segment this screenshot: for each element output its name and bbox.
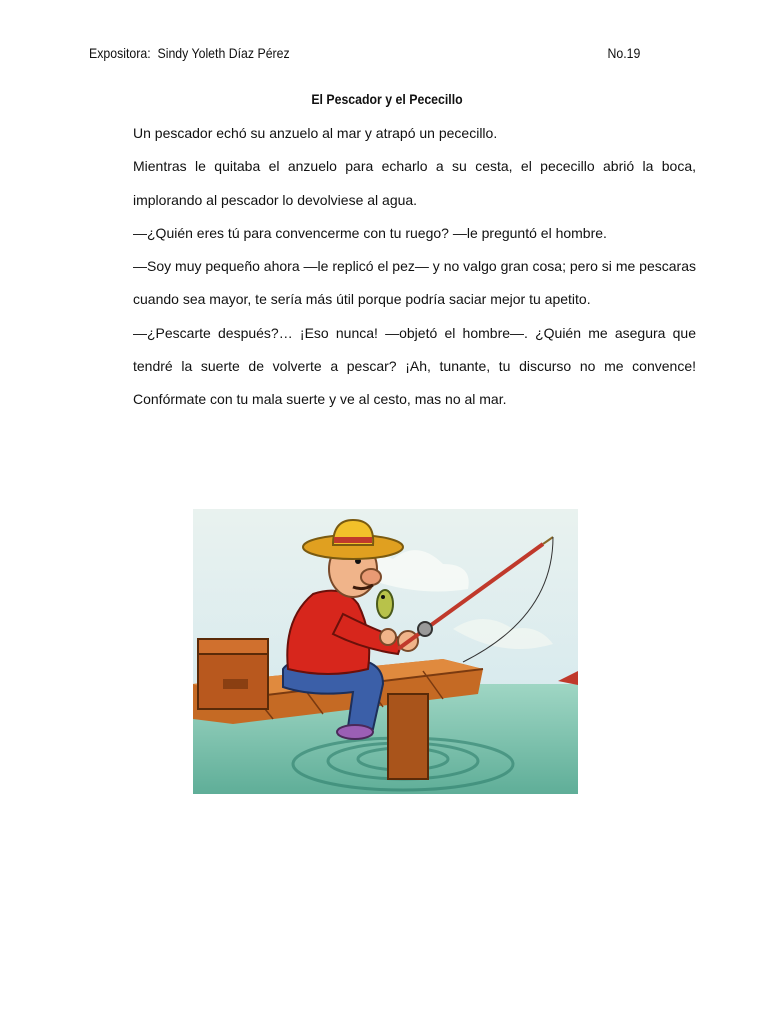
fisherman-illustration [193,509,578,794]
paragraph-3: —¿Quién eres tú para convencerme con tu ruego? —le preguntó el hombre. [133,224,607,241]
paragraph-1: Un pescador echó su anzuelo al mar y atrapó un pececillo. [133,125,498,141]
presenter-line [89,45,290,61]
fisherman-drawing [193,509,578,794]
page-number: No.19 [607,45,640,61]
presenter-label: Expositora: [89,45,151,61]
presenter-name: Sindy Yoleth Díaz Pérez [157,45,290,61]
paragraph-5: —¿Pescarte después?… ¡Eso nunca! —objetó el hombre—. ¿Quién me asegura que tendré la suerte de volverte a pescar? ¡Ah, tunante, tu discurso no me convence! Confórmate con tu mala suerte y ve al cesto, mas no al mar. [133,324,696,408]
story-title: El Pescador y el Pececillo [311,91,463,107]
paragraph-4: —Soy muy pequeño ahora —le replicó el pez— y no valgo gran cosa; pero si me pescaras cuando sea mayor, te sería más útil porque podría saciar mejor tu apetito. [133,258,696,308]
story-body [133,117,696,417]
paragraph-2: Mientras le quitaba el anzuelo para echarlo a su cesta, el pececillo abrió la boca, implorando al pescador lo devolviese al agua. [133,158,696,208]
